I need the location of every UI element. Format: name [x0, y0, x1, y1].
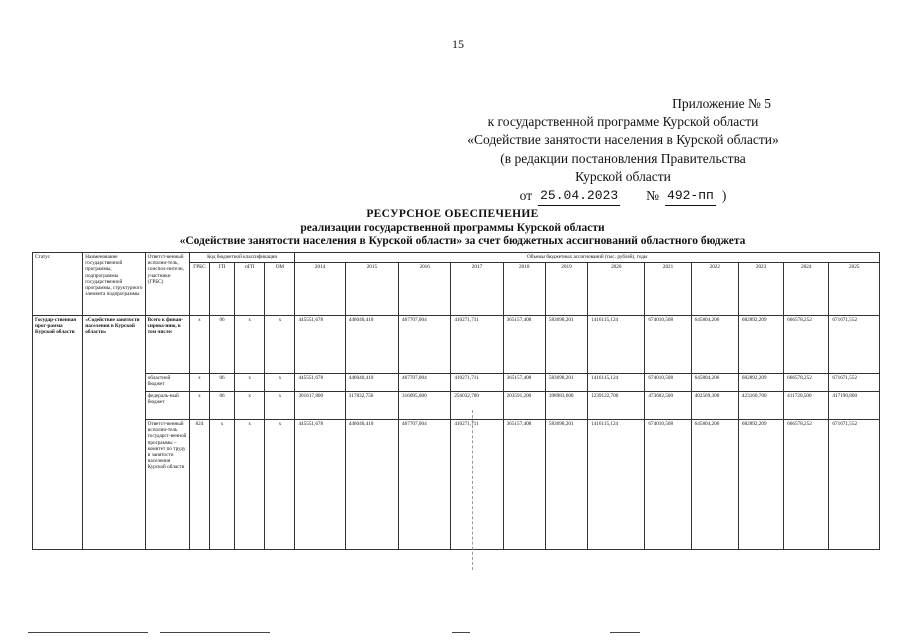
amount-cell: 365157,408 — [503, 374, 545, 392]
amount-cell: 411720,500 — [784, 392, 829, 420]
table-row — [33, 420, 880, 550]
amount-cell: 203591,200 — [503, 392, 545, 420]
code-cell: х — [189, 374, 209, 392]
table-row — [33, 374, 880, 392]
header-status: Статус — [33, 253, 83, 316]
header-year: 2016 — [399, 263, 451, 316]
amount-cell: 445551,678 — [295, 374, 345, 392]
from-label: от — [519, 188, 533, 204]
amount-cell: 1416115,124 — [588, 374, 645, 392]
program-name-cell: «Содействие занятости населения в Курской области» — [83, 316, 145, 550]
amount-cell: 682892,209 — [738, 420, 783, 550]
amount-cell: 445551,678 — [295, 316, 345, 374]
title-line-2: реализации государственной программы Курской области — [300, 221, 605, 234]
header-year: 2023 — [738, 263, 783, 316]
code-cell: х — [265, 374, 295, 392]
amount-cell: 583698,201 — [545, 374, 587, 392]
code-cell: х — [265, 420, 295, 550]
code-cell: х — [235, 374, 265, 392]
decree-line — [433, 187, 813, 206]
amount-cell: 256032,700 — [451, 392, 503, 420]
table-body — [33, 316, 880, 550]
appendix-line-5: Курской области — [575, 168, 671, 184]
decree-number: 492-пп — [665, 187, 716, 206]
header-year: 2022 — [691, 263, 738, 316]
amount-cell: 365157,408 — [503, 420, 545, 550]
header-executor: Ответст-венный исполни-тель, соиспол-нители, участники (ГРБС) — [145, 253, 189, 316]
amount-cell: 682892,209 — [738, 374, 783, 392]
amount-cell: 1416115,124 — [588, 420, 645, 550]
amount-cell: 445551,678 — [295, 420, 345, 550]
amount-cell: 402569,300 — [691, 392, 738, 420]
amount-cell: 666578,252 — [784, 316, 829, 374]
header-year: 2014 — [295, 263, 345, 316]
amount-cell: 467707,004 — [399, 374, 451, 392]
header-year: 2019 — [545, 263, 587, 316]
decree-date: 25.04.2023 — [538, 187, 620, 206]
scan-artifact-line — [472, 410, 473, 570]
appendix-title: Приложение № 5 — [672, 96, 771, 111]
amount-cell: 446040,410 — [345, 420, 398, 550]
amount-cell: 645804,206 — [691, 316, 738, 374]
amount-cell: 671671,552 — [829, 374, 880, 392]
footer-rule — [160, 632, 270, 633]
amount-cell: 410271,711 — [451, 316, 503, 374]
amount-cell: 666578,252 — [784, 420, 829, 550]
amount-cell: 410271,711 — [451, 420, 503, 550]
amount-cell: 583698,201 — [545, 420, 587, 550]
footer-rule — [28, 632, 148, 633]
code-cell: 824 — [189, 420, 209, 550]
title-line-1: РЕСУРСНОЕ ОБЕСПЕЧЕНИЕ — [366, 208, 539, 220]
table-row — [33, 316, 880, 374]
amount-cell: 666578,252 — [784, 374, 829, 392]
header-year: 2025 — [829, 263, 880, 316]
code-cell: х — [235, 420, 265, 550]
amount-cell: 1416115,124 — [588, 316, 645, 374]
amount-cell: 317832,756 — [345, 392, 398, 420]
amount-cell: 674010,508 — [645, 420, 691, 550]
amount-cell: 645804,206 — [691, 420, 738, 550]
header-year: 2017 — [451, 263, 503, 316]
amount-cell: 645804,206 — [691, 374, 738, 392]
header-year: 2021 — [645, 263, 691, 316]
amount-cell: 410271,711 — [451, 374, 503, 392]
amount-cell: 682892,209 — [738, 316, 783, 374]
resource-table — [32, 252, 880, 550]
amount-cell: 467707,004 — [399, 316, 451, 374]
document-title — [0, 208, 905, 249]
amount-cell: 365157,408 — [503, 316, 545, 374]
footer-rule — [452, 632, 470, 633]
executor-cell: Ответст-венный исполни-тель государст-венной программы – комитет по труду и занятости населения Курской области — [145, 420, 189, 550]
number-label: № — [646, 188, 660, 204]
appendix-line-2: к государственной программе Курской области — [487, 114, 759, 130]
amount-cell: 301617,800 — [295, 392, 345, 420]
header-code: ОМ — [265, 263, 295, 316]
amount-cell: 583698,201 — [545, 316, 587, 374]
code-cell: х — [209, 420, 234, 550]
header-year: 2020 — [588, 263, 645, 316]
page-number: 15 — [452, 37, 464, 51]
amount-cell: 398983,600 — [545, 392, 587, 420]
amount-cell: 473602,500 — [645, 392, 691, 420]
header-code: ГРБС — [189, 263, 209, 316]
code-cell: х — [265, 316, 295, 374]
amount-cell: 316095,000 — [399, 392, 451, 420]
code-cell: х — [189, 316, 209, 374]
amount-cell: 467707,004 — [399, 420, 451, 550]
header-volumes: Объемы бюджетных ассигнований (тыс. рублей), годы — [295, 253, 880, 263]
header-year: 2024 — [784, 263, 829, 316]
executor-cell: федераль-ный бюджет — [145, 392, 189, 420]
code-cell: х — [189, 392, 209, 420]
header-code: пГП — [235, 263, 265, 316]
title-line-3: «Содействие занятости населения в Курской области» за счет бюджетных ассигнований областного бюджета — [179, 235, 746, 247]
header-code: ГП — [209, 263, 234, 316]
appendix-block — [433, 95, 813, 206]
amount-cell: 417190,800 — [829, 392, 880, 420]
status-cell: Государ-ственная прог-рамма Курской области — [33, 316, 83, 550]
amount-cell: 423160,700 — [738, 392, 783, 420]
footer-rule — [610, 632, 640, 633]
amount-cell: 671671,552 — [829, 316, 880, 374]
amount-cell: 446040,410 — [345, 316, 398, 374]
header-budget-code: Код бюджетной классификации — [189, 253, 295, 263]
executor-cell: Всего к финан-сирова-нию, в том числе: — [145, 316, 189, 374]
amount-cell: 674010,508 — [645, 316, 691, 374]
header-year: 2015 — [345, 263, 398, 316]
executor-cell: областной бюджет — [145, 374, 189, 392]
code-cell: 06 — [209, 374, 234, 392]
header-year: 2018 — [503, 263, 545, 316]
appendix-line-3: «Содействие занятости населения в Курской области» — [467, 132, 779, 148]
code-cell: х — [235, 316, 265, 374]
code-cell: х — [235, 392, 265, 420]
code-cell: 06 — [209, 316, 234, 374]
amount-cell: 1239122,700 — [588, 392, 645, 420]
appendix-line-4: (в редакции постановления Правительства — [500, 150, 746, 166]
amount-cell: 446040,410 — [345, 374, 398, 392]
code-cell: х — [265, 392, 295, 420]
closing-paren: ) — [721, 188, 727, 204]
table-row — [33, 392, 880, 420]
amount-cell: 674010,508 — [645, 374, 691, 392]
header-name: Наименование государственной программы, подпрограммы государственной программы, структурного элемента подпрограммы — [83, 253, 145, 316]
code-cell: 06 — [209, 392, 234, 420]
amount-cell: 671671,552 — [829, 420, 880, 550]
